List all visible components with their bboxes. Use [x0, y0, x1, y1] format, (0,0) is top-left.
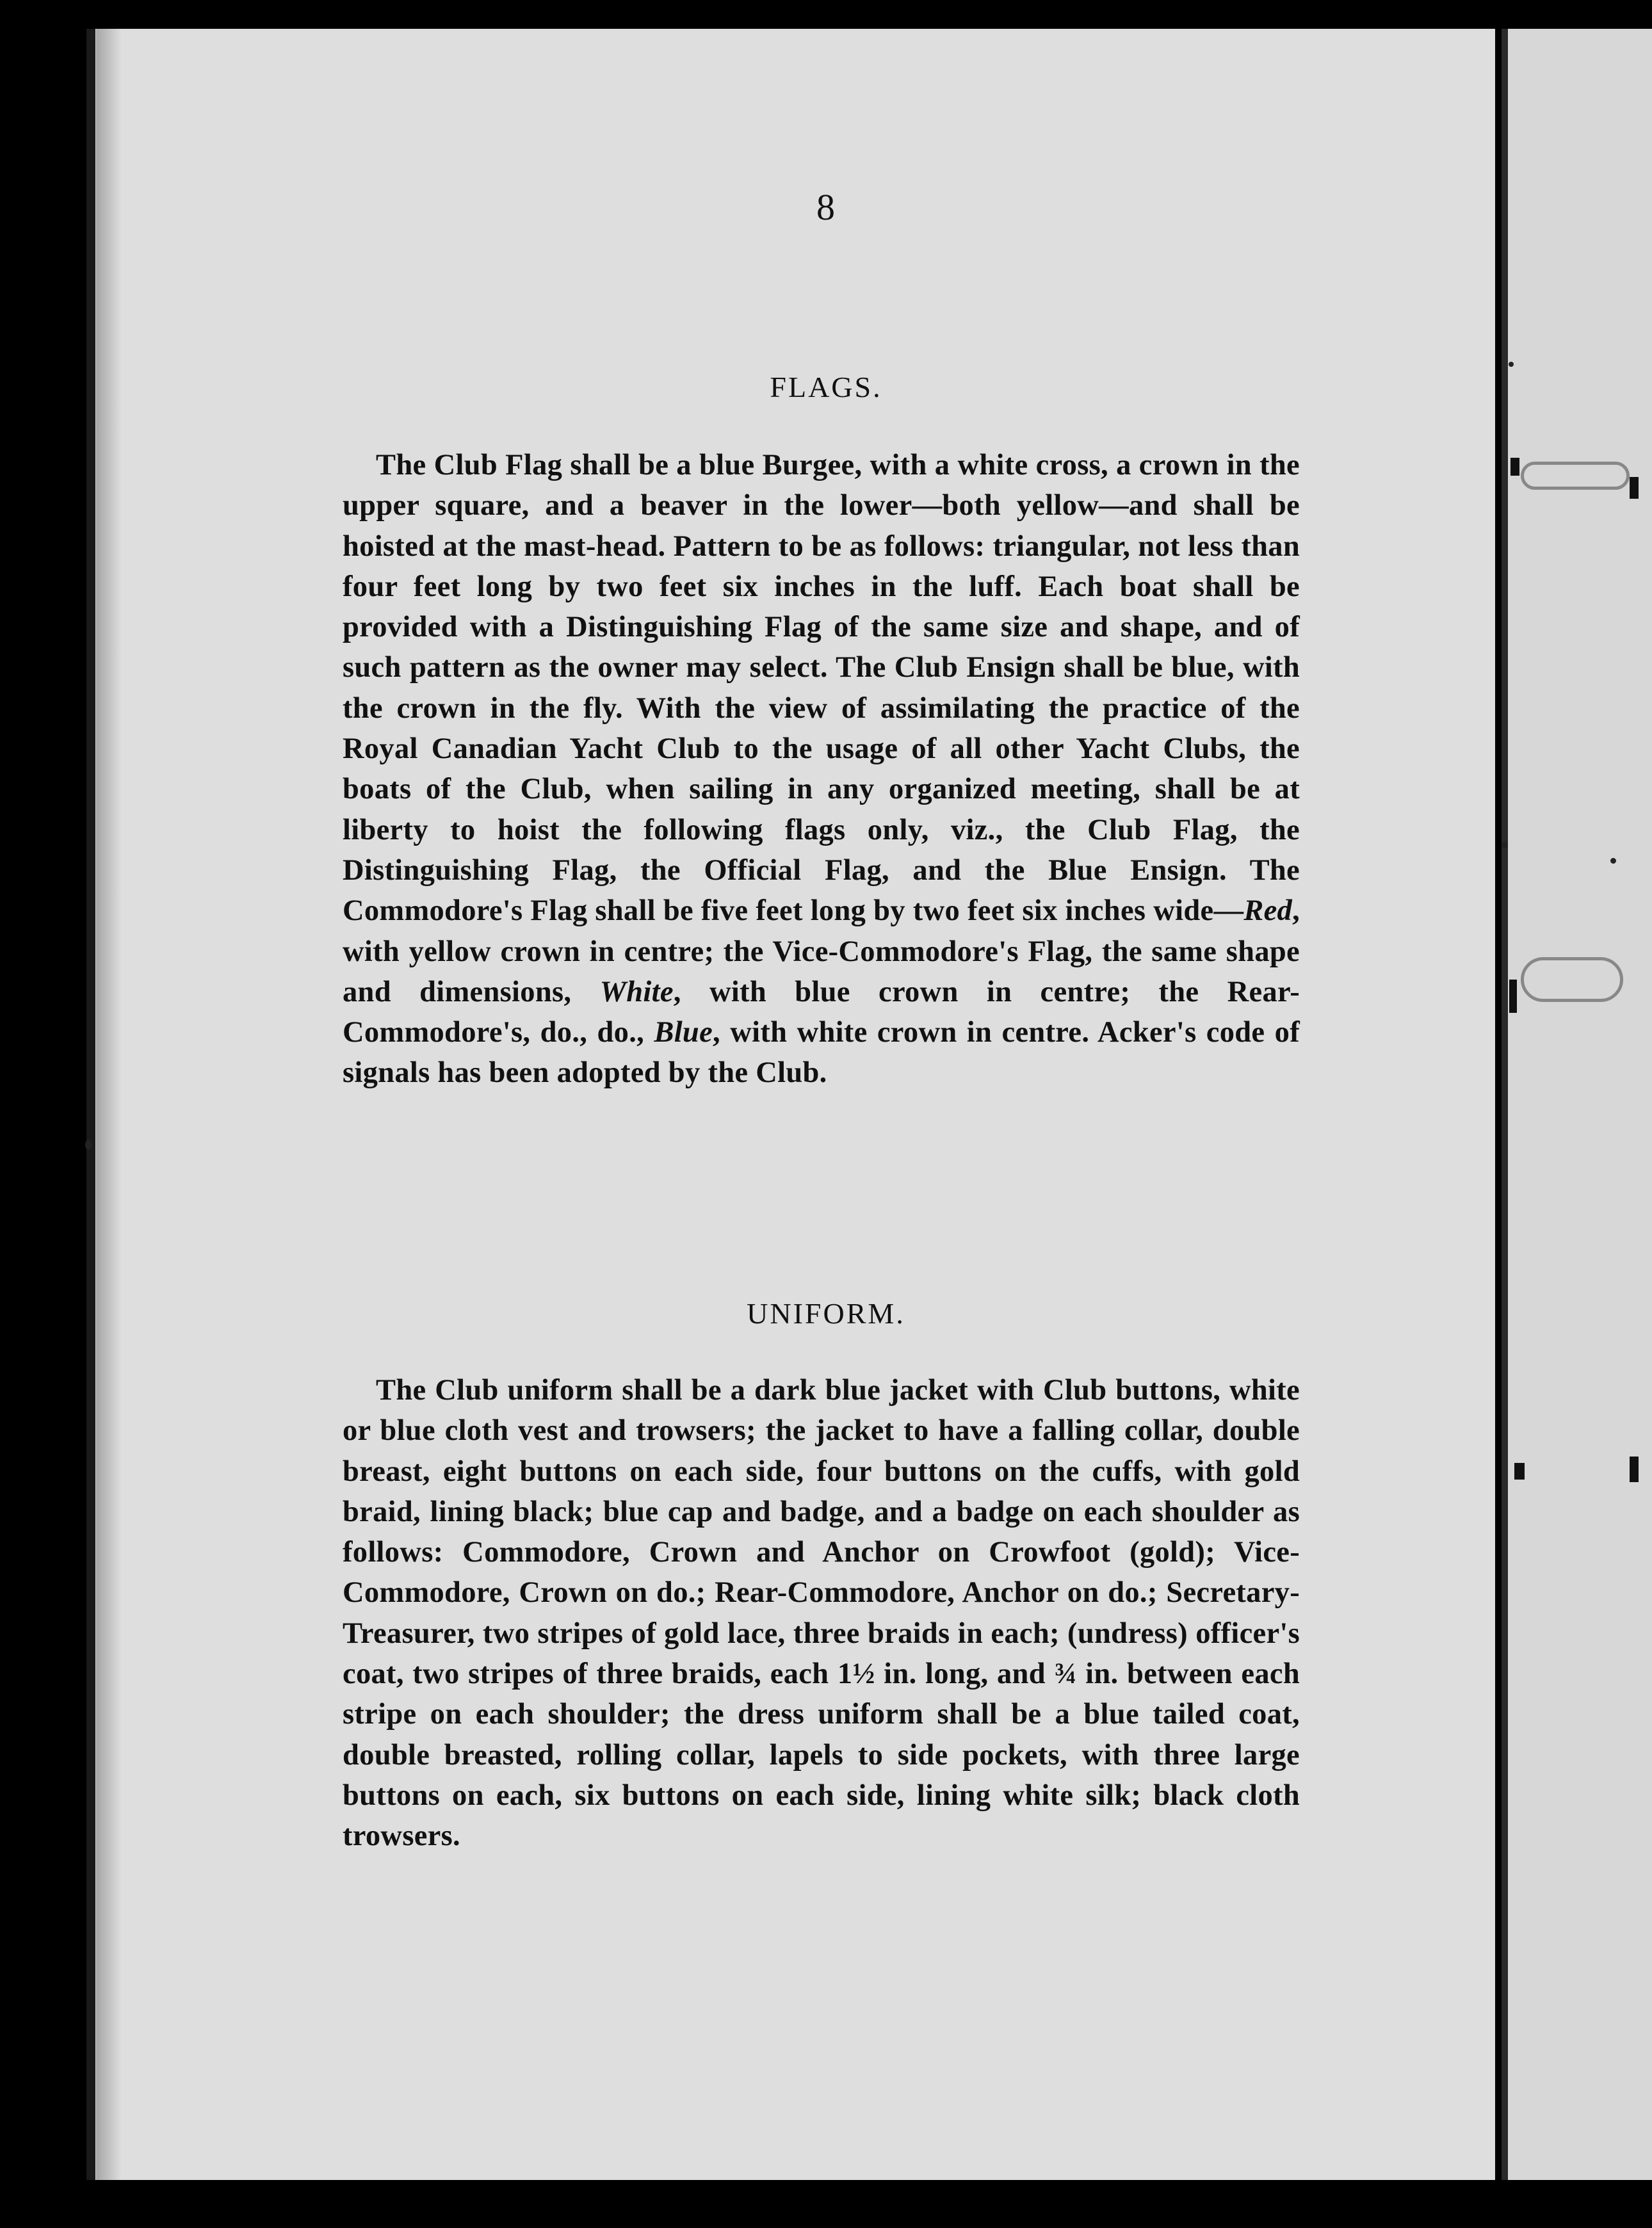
- binding-tick-3: [1509, 980, 1517, 1013]
- section-heading-uniform: UNIFORM.: [747, 1297, 905, 1330]
- page-number: 8: [816, 186, 836, 228]
- right-page-edge: [1502, 29, 1652, 2180]
- binding-tick-5: [1630, 1457, 1639, 1482]
- speck-1: [1509, 362, 1514, 367]
- italic-run: Red: [1243, 894, 1293, 928]
- flags-paragraph: [343, 445, 1300, 1094]
- binding-thread-2: [1521, 957, 1623, 1002]
- text-run: The Club Flag shall be a blue Burgee, with a white cross, a crown in the upper square, and a beaver in the lower—both yellow—and shall be hoisted at the mast-head. Pattern to be as follows: triangular, not less than four feet long by two feet six inches in the luff. Each boat shall be provided with a Distinguishing Flag of the same size and shape, and of such pattern as the owner may select. The Club Ensign shall be blue, with the crown in the fly. With the view of assimilating the practice of the Royal Canadian Yacht Club to the usage of all other Yacht Clubs, the boats of the Club, when sailing in any organized meeting, shall be at liberty to hoist the following flags only, viz., the Club Flag, the Distinguishing Flag, the Official Flag, and the Blue Ensign. The Commodore's Flag shall be five feet long by two feet six inches wide—: [343, 449, 1300, 928]
- text-run: The Club uniform shall be a dark blue jacket with Club buttons, white or blue cloth vest and trowsers; the jacket to have a falling collar, double breast, eight buttons on each side, four buttons on the cuffs, with gold braid, lining black; blue cap and badge, and a badge on each shoulder as follows: Commodore, Crown and Anchor on Crowfoot (gold); Vice-Commodore, Crown on do.; Rear-Commodore, Anchor on do.; Secretary-Treasurer, two stripes of gold lace, three braids in each; (undress) officer's coat, two stripes of three braids, each 1½ in. long, and ¾ in. between each stripe on each shoulder; the dress uniform shall be a blue tailed coat, double breasted, rolling collar, lapels to side pockets, with three large buttons on each, six buttons on each side, lining white silk; black cloth trowsers.: [343, 1374, 1300, 1853]
- binding-tick-4: [1514, 1463, 1525, 1480]
- left-page: [86, 29, 1495, 2180]
- uniform-paragraph: [343, 1370, 1300, 1857]
- text-run: , with yellow crown in centre; the Vice-Commodore's Flag, the same shape and dimensions,: [343, 894, 1300, 1008]
- speck-2: [1502, 842, 1508, 848]
- speck-3: [1610, 858, 1616, 864]
- binding-tick-1: [1510, 458, 1519, 476]
- text-run: , with blue crown in centre; the Rear-Commodore's, do., do.,: [343, 975, 1300, 1049]
- italic-run: Blue: [654, 1016, 713, 1049]
- binding-thread-1: [1521, 462, 1630, 490]
- section-heading-flags: FLAGS.: [770, 371, 882, 403]
- binding-tick-2: [1630, 477, 1639, 499]
- italic-run: White: [599, 975, 674, 1008]
- text-run: , with white crown in centre. Acker's code of signals has been adopted by the Club.: [343, 1016, 1300, 1090]
- gutter-shadow: [96, 29, 122, 2180]
- speck-4: [85, 1140, 92, 1150]
